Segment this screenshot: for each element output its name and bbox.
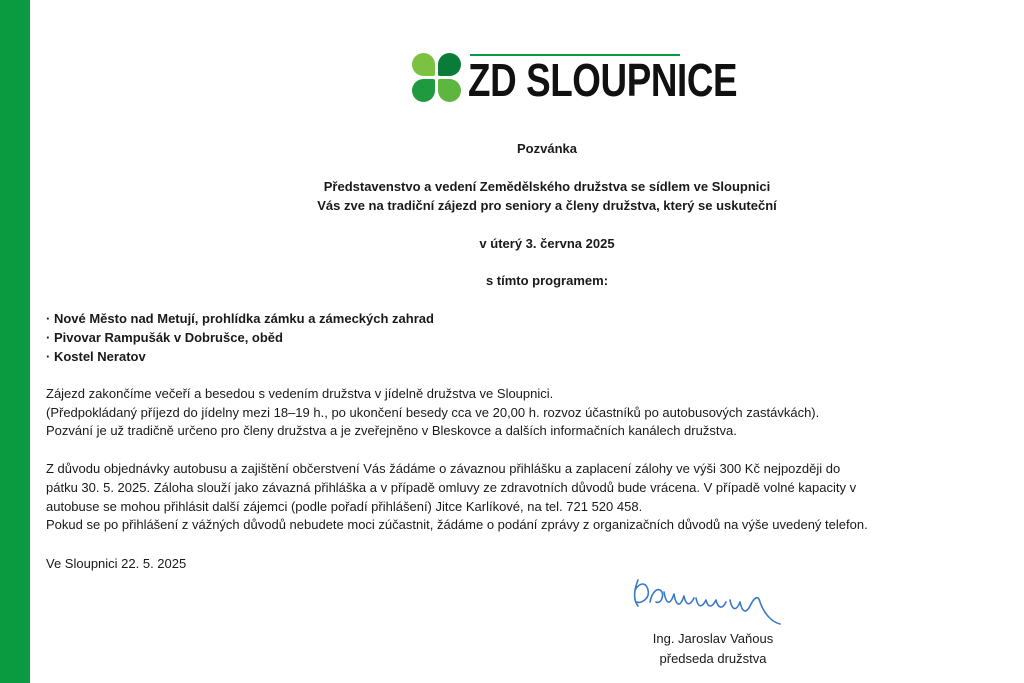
intro-line-2: Vás zve na tradiční zájezd pro seniory a členy družstva, který se uskuteční [317,198,777,213]
clover-icon [412,53,462,103]
paragraph-line: pátku 30. 5. 2025. Záloha slouží jako závazná přihláška a v případě omluvy ze zdravotních důvodů bude vrácena. V případě volné kapacity v [46,480,857,495]
signatory-name: Ing. Jaroslav Vaňous [652,631,774,646]
paragraph-line: Pozvání je už tradičně určeno pro členy družstva a je zveřejněno v Bleskovce a dalších informačních kanálech družstva. [46,423,737,438]
paragraph-line: autobuse se mohou přihlásit další zájemci (podle pořadí přihlášení) Jitce Karlíkové, na tel. 721 520 458. [46,499,643,514]
place-and-date: Ve Sloupnici 22. 5. 2025 [46,556,187,571]
handwritten-signature [630,572,800,632]
program-label: s tímto programem: [485,273,609,288]
paragraph-line: Zájezd zakončíme večeří a besedou s vedením družstva v jídelně družstva ve Sloupnici. [46,386,554,401]
program-item: · Nové Město nad Metují, prohlídka zámku a zámeckých zahrad [46,311,434,326]
signatory-role: předseda družstva [659,651,767,666]
intro-line-1: Představenstvo a vedení Zemědělského družstva se sídlem ve Sloupnici [323,179,771,194]
logo-text: ZD SLOUPNICE [468,54,738,106]
program-item: · Pivovar Rampušák v Dobrušce, oběd [46,330,283,345]
event-date: v úterý 3. června 2025 [479,236,615,251]
paragraph-line: Pokud se po přihlášení z vážných důvodů nebudete moci zúčastnit, žádáme o podání zprávy z organizačních důvodů na výše uvedený telefon. [46,517,868,532]
invitation-title: Pozvánka [517,141,577,156]
paragraph-line: Z důvodu objednávky autobusu a zajištění občerstvení Vás žádáme o závaznou přihlášku a zaplacení zálohy ve výši 300 Kč nejpozději do [46,461,841,476]
program-item: · Kostel Neratov [46,349,146,364]
paragraph-line: (Předpokládaný příjezd do jídelny mezi 18–19 h., po ukončení besedy cca ve 20,00 h. rozvoz účastníků po autobusových zastávkách). [46,405,820,420]
green-side-stripe [0,0,30,683]
